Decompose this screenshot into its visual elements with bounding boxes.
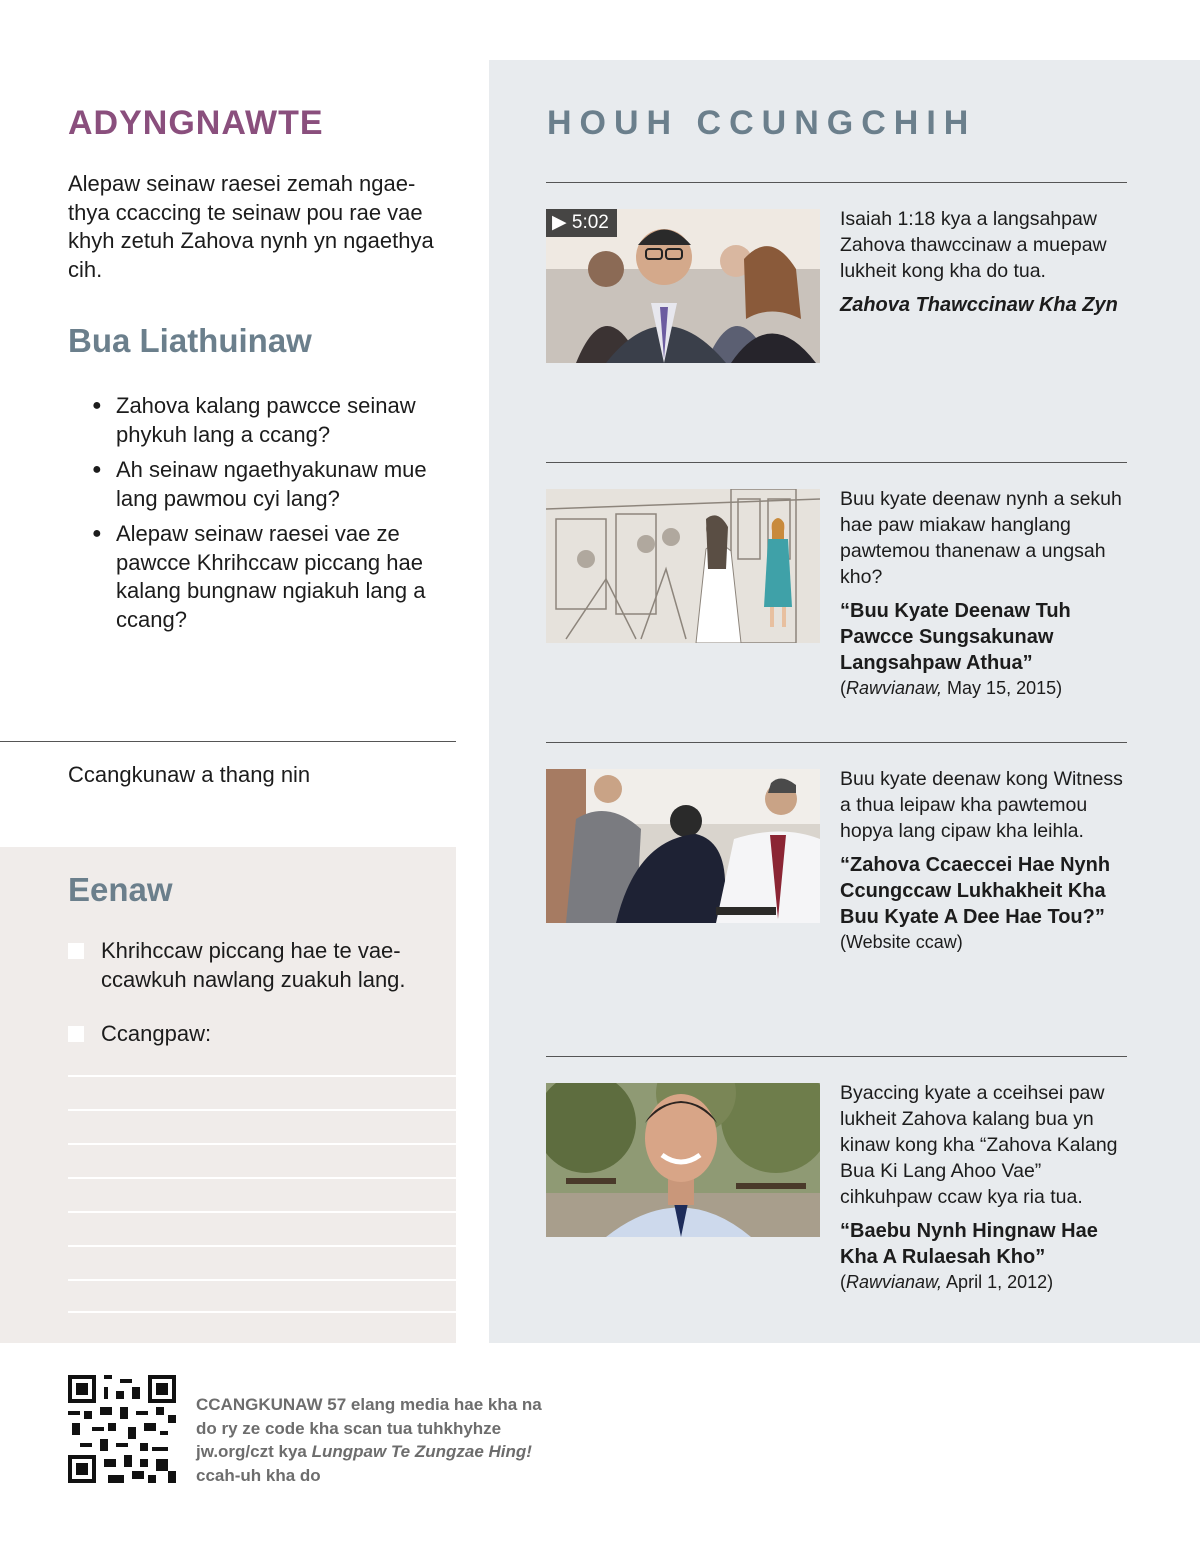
item-description: Buu kyate deenaw nynh a sekuh hae paw miakaw hanglang pawtemou thanenaw a ungsah kho? [840, 488, 1122, 588]
goal-item[interactable]: Khrihccaw piccang hae te vae-ccawkuh nawlang zuakuh lang. [68, 937, 461, 994]
item-source: (Rawvianaw, April 1, 2012) [840, 1272, 1054, 1292]
divider [546, 1056, 1127, 1057]
explore-item-text [840, 766, 1130, 954]
men-discussion-image [546, 769, 820, 923]
item-source: (Rawvianaw, May 15, 2015) [840, 678, 1063, 698]
item-description: Byaccing kyate a cceihsei paw lukheit Zahova kalang bua yn kinaw kong kha “Zahova Kalang Bua Ki Lang Ahoo Vae” cihkuhpaw ccaw kya ria tua. [840, 1082, 1118, 1208]
checkbox[interactable] [68, 943, 84, 959]
qr-code-icon[interactable] [68, 1375, 176, 1483]
writing-line[interactable] [68, 1177, 456, 1179]
footer-text: CCANGKUNAW 57 elang media hae kha na do ry ze code kha scan tua tuhkhyhze jw.org/czt kya Lungpaw Te Zungzae Hing! ccah-uh kha do [196, 1395, 542, 1485]
review-questions [92, 392, 448, 641]
divider [546, 182, 1127, 183]
divider [0, 741, 456, 742]
item-reference-link[interactable]: “Zahova Ccaeccei Hae Nynh Ccungccaw Lukhakheit Kha Buu Kyate A Dee Hae Tou?” [840, 854, 1111, 928]
item-description: Isaiah 1:18 kya a langsahpaw Zahova thawccinaw a muepaw lukheit kong kha do tua. [840, 208, 1107, 282]
item-reference-link[interactable]: “Buu Kyate Deenaw Tuh Pawcce Sungsakunaw Langsahpaw Athua” [840, 600, 1071, 674]
checkbox[interactable] [68, 1026, 84, 1042]
sketch-illustration-image [546, 489, 820, 643]
writing-line[interactable] [68, 1245, 456, 1247]
item-source: (Website ccaw) [840, 932, 963, 952]
goal-item[interactable]: Ccangpaw: [68, 1020, 461, 1049]
summary-text: Alepaw seinaw raesei zemah ngae-thya ccaccing te seinaw pou rae vae khyh zetuh Zahova nynh yn ngaethya cih. [68, 171, 434, 282]
item-reference-link[interactable]: Zahova Thawccinaw Kha Zyn [840, 294, 1118, 316]
article-thumbnail[interactable] [546, 489, 820, 643]
writing-line[interactable] [68, 1143, 456, 1145]
item-description: Buu kyate deenaw kong Witness a thua leipaw kha pawtemou hopya lang cipaw kha leihla. [840, 768, 1123, 842]
bullet-icon: ● [92, 461, 102, 478]
explore-item-text [840, 1080, 1130, 1294]
writing-line[interactable] [68, 1109, 456, 1111]
review-title: Bua Liathuinaw [68, 322, 312, 359]
publication-title: Lungpaw Te Zungzae Hing! [311, 1442, 532, 1461]
review-question: ● Ah seinaw ngaethyakunaw mue lang pawmou cyi lang? [92, 457, 427, 511]
item-reference-link[interactable]: “Baebu Nynh Hingnaw Hae Kha A Rulaesah Kho” [840, 1220, 1098, 1268]
goals-panel [0, 847, 456, 1343]
video-duration-badge: ▶ 5:02 [546, 209, 617, 237]
divider [546, 742, 1127, 743]
explore-panel [489, 60, 1200, 1343]
divider [546, 462, 1127, 463]
explore-item-text [840, 206, 1130, 318]
goals-title: Eenaw [68, 871, 173, 908]
review-question: ● Alepaw seinaw raesei vae ze pawcce Khrihccaw piccang hae kalang bungnaw ngiakuh lang a ccang? [92, 521, 426, 632]
article-thumbnail[interactable] [546, 1083, 820, 1237]
writing-line[interactable] [68, 1279, 456, 1281]
article-thumbnail[interactable] [546, 769, 820, 923]
smiling-man-image [546, 1083, 820, 1237]
video-thumbnail[interactable] [546, 209, 820, 363]
explore-item-text [840, 486, 1130, 700]
writing-line[interactable] [68, 1211, 456, 1213]
writing-line[interactable] [68, 1075, 456, 1077]
summary-title: ADYNGNAWTE [68, 104, 324, 142]
left-column [0, 0, 456, 1343]
review-question: ● Zahova kalang pawcce seinaw phykuh lang a ccang? [92, 393, 416, 447]
learned-label: Ccangkunaw a thang nin [68, 762, 311, 787]
bullet-icon: ● [92, 525, 102, 542]
writing-line[interactable] [68, 1311, 456, 1313]
explore-title: HOUH CCUNGCHIH [547, 104, 977, 142]
bullet-icon: ● [92, 397, 102, 414]
